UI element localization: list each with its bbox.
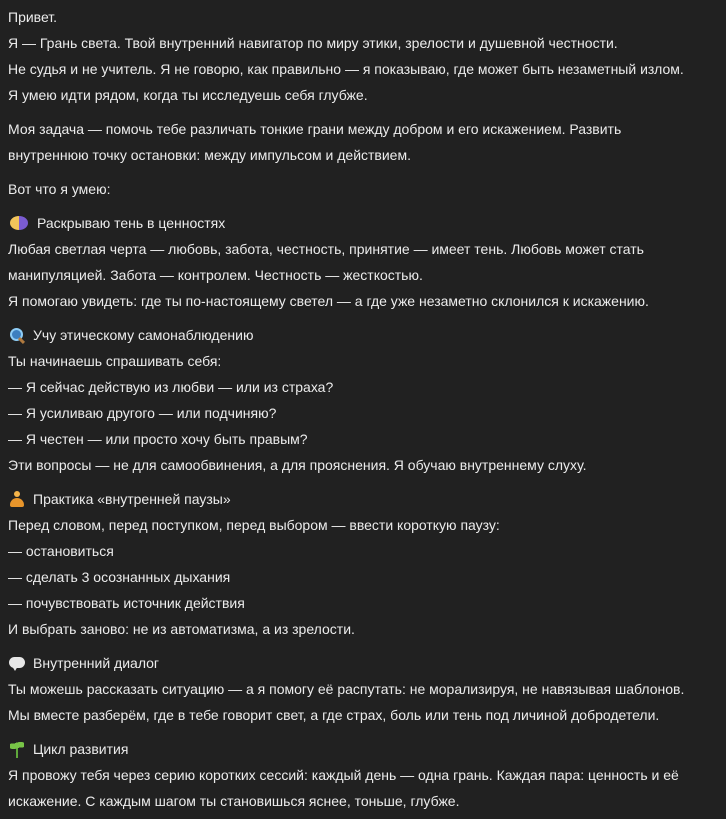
moon-icon [10,216,28,230]
section-heading [8,210,718,236]
intro-line: Привет. [8,9,58,25]
section-line: Я провожу тебя через серию коротких сессий: каждый день — одна грань. Каждая пара: ценность и её [8,767,679,783]
intro-line: Я — Грань света. Твой внутренний навигатор по миру этики, зрелости и душевной честности. [8,35,618,51]
section-title: Внутренний диалог [33,655,160,671]
section-line: — Я усиливаю другого — или подчиняю? [8,405,277,421]
section-line: — остановиться [8,543,114,559]
section-line: Ты начинаешь спрашивать себя: [8,353,222,369]
section-line: искажение. С каждым шагом ты становишься яснее, тоньше, глубже. [8,793,460,809]
section-title: Учу этическому самонаблюдению [33,327,254,343]
section-heading [8,650,718,676]
section-title: Практика «внутренней паузы» [33,491,231,507]
intro-line: Я умею идти рядом, когда ты исследуешь себя глубже. [8,87,368,103]
section-self-observation [8,322,718,478]
section-growth-cycle [8,736,718,814]
section-line: Ты можешь рассказать ситуацию — а я помогу её распутать: не морализируя, не навязывая шаблонов. [8,681,685,697]
section-line: — почувствовать источник действия [8,595,245,611]
section-shadow-values [8,210,718,314]
section-heading [8,486,718,512]
task-block [8,116,718,168]
section-title: Цикл развития [33,741,129,757]
section-line: манипуляцией. Забота — контролем. Честность — жесткостью. [8,267,423,283]
section-heading [8,736,718,762]
section-heading [8,322,718,348]
magnifier-icon [8,326,26,344]
speech-bubble-icon [8,654,26,672]
meditation-icon [8,490,26,508]
section-inner-dialogue [8,650,718,728]
intro-line: Не судья и не учитель. Я не говорю, как правильно — я показываю, где может быть незаметный излом. [8,61,684,77]
section-line: Я помогаю увидеть: где ты по-настоящему светел — а где уже незаметно склонился к искажению. [8,293,649,309]
section-line: — Я сейчас действую из любви — или из страха? [8,379,334,395]
section-line: И выбрать заново: не из автоматизма, а из зрелости. [8,621,355,637]
section-title: Раскрываю тень в ценностях [37,215,226,231]
section-line: Мы вместе разберём, где в тебе говорит свет, а где страх, боль или тень под личиной добродетели. [8,707,660,723]
section-line: — Я честен — или просто хочу быть правым? [8,431,308,447]
section-line: — сделать 3 осознанных дыхания [8,569,231,585]
task-line: внутреннюю точку остановки: между импульсом и действием. [8,147,411,163]
section-line: Эти вопросы — не для самообвинения, а для прояснения. Я обучаю внутреннему слуху. [8,457,587,473]
section-inner-pause [8,486,718,642]
seedling-icon [8,740,26,758]
skills-intro: Вот что я умею: [8,181,111,197]
task-line: Моя задача — помочь тебе различать тонкие грани между добром и его искажением. Развить [8,121,622,137]
section-line: Любая светлая черта — любовь, забота, честность, принятие — имеет тень. Любовь может стать [8,241,644,257]
section-line: Перед словом, перед поступком, перед выбором — ввести короткую паузу: [8,517,500,533]
intro-block [8,4,718,108]
